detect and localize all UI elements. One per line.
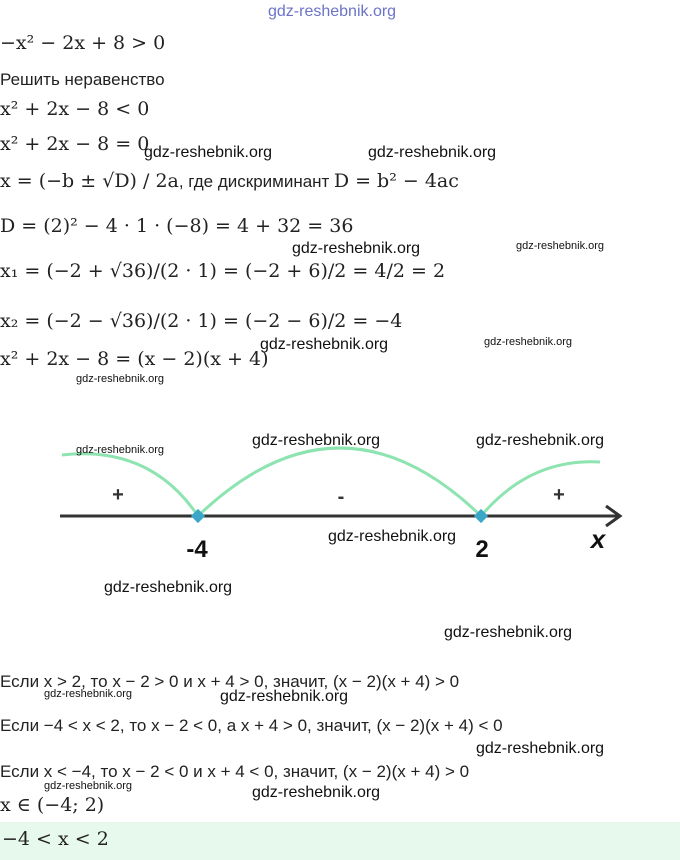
root-x2: x₂ = (−2 − √36)/(2 · 1) = (−2 − 6)/2 = −4 [0,310,403,332]
watermark-top: gdz-reshebnik.org [268,3,397,20]
watermark: gdz-reshebnik.org [76,373,165,385]
sign-left: + [112,484,124,506]
axis-label-x: x [590,524,606,554]
inequality-normalized: x² + 2x − 8 < 0 [0,98,150,120]
watermark: gdz-reshebnik.org [368,144,497,161]
arc-right [481,462,600,516]
sign-middle: - [337,486,345,508]
watermark: gdz-reshebnik.org [44,780,133,792]
discriminant-formula: D = b² − 4ac [333,170,459,192]
watermark: gdz-reshebnik.org [44,688,133,700]
discriminant-value: D = (2)² − 4 · 1 · (−8) = 4 + 32 = 36 [0,215,354,237]
roots-formula: x = (−b ± √D) / 2a [0,170,179,192]
solve-heading: Решить неравенство [0,70,165,89]
watermark: gdz-reshebnik.org [328,528,457,545]
watermark: gdz-reshebnik.org [444,624,573,641]
case-between: Если −4 < x < 2, то x − 2 < 0, а x + 4 > 0, значит, (x − 2)(x + 4) < 0 [0,716,503,735]
watermark: gdz-reshebnik.org [476,740,605,757]
discriminant-note: , где дискриминант [178,172,330,191]
arc-left [62,454,198,516]
original-inequality: −x² − 2x + 8 > 0 [0,32,166,54]
watermark: gdz-reshebnik.org [252,784,381,801]
watermark: gdz-reshebnik.org [516,240,605,252]
point-label-minus4: -4 [186,536,208,560]
roots-formula-line [0,170,459,192]
case-less-than-minus4: Если x < −4, то x − 2 < 0 и x + 4 < 0, значит, (x − 2)(x + 4) > 0 [0,762,470,781]
quadratic-equation: x² + 2x − 8 = 0 [0,133,150,155]
watermark: gdz-reshebnik.org [220,688,349,705]
watermark: gdz-reshebnik.org [260,336,389,353]
solution-interval: x ∈ (−4; 2) [0,794,105,816]
watermark: gdz-reshebnik.org [76,444,165,456]
answer-text: −4 < x < 2 [2,828,109,850]
watermark: gdz-reshebnik.org [292,240,421,257]
case-greater-than-2: Если x > 2, то x − 2 > 0 и x + 4 > 0, значит, (x − 2)(x + 4) > 0 [0,672,460,691]
watermark: gdz-reshebnik.org [144,144,273,161]
watermark: gdz-reshebnik.org [252,432,381,449]
watermark: gdz-reshebnik.org [484,336,573,348]
watermark: gdz-reshebnik.org [476,432,605,449]
sign-right: + [553,484,565,506]
point-label-2: 2 [475,536,489,560]
answer-box [0,822,680,860]
watermark: gdz-reshebnik.org [104,579,233,596]
root-x1: x₁ = (−2 + √36)/(2 · 1) = (−2 + 6)/2 = 4/2 = 2 [0,260,446,282]
factorization: x² + 2x − 8 = (x − 2)(x + 4) [0,348,269,370]
